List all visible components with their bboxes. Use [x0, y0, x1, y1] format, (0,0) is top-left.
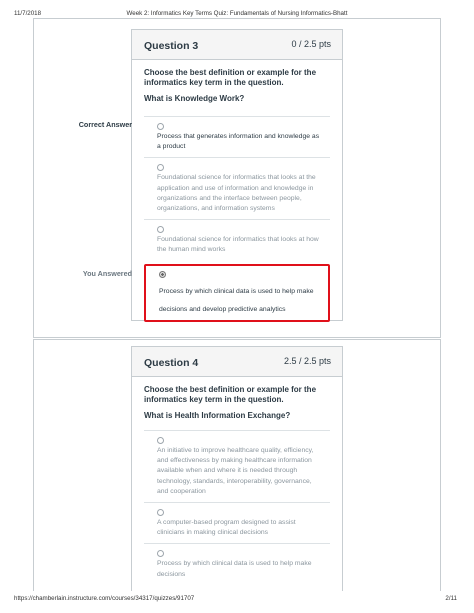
print-url: https://chamberlain.instructure.com/courses/34317/quizzes/91707 — [14, 595, 195, 602]
print-page-number: 2/11 — [445, 595, 457, 602]
answer-list — [144, 116, 330, 322]
radio-selected-icon[interactable] — [159, 271, 166, 278]
print-footer — [0, 595, 474, 605]
answer-text: Process by which clinical data is used to help make decisions and develop predictive analytics — [159, 287, 314, 313]
question-title: Question 3 — [144, 40, 199, 52]
question-prompt: Choose the best definition or example for the informatics key term in the question. — [144, 68, 317, 87]
answer-option-correct[interactable] — [144, 116, 330, 157]
answer-text: An initiative to improve healthcare quality, efficiency, and effectiveness by making healthcare information available when and where it is needed through technology, standards, interoperability, governance, and cooperation — [157, 447, 314, 495]
radio-icon[interactable] — [157, 164, 164, 171]
question-points: 0 / 2.5 pts — [291, 39, 331, 49]
radio-icon[interactable] — [157, 437, 164, 444]
answer-text: A computer-based program designed to assist clinicians in making clinical decisions — [157, 519, 296, 537]
answer-text: Process by which clinical data is used to help make decisions — [157, 560, 312, 578]
correct-answer-label: Correct Answer — [78, 120, 132, 129]
question-title: Question 4 — [144, 357, 199, 369]
question-term: What is Knowledge Work? — [144, 94, 245, 103]
answer-list — [144, 430, 330, 585]
print-title: Week 2: Informatics Key Terms Quiz: Fundamentals of Nursing Informatics-Bhatt — [126, 10, 348, 17]
print-date: 11/7/2018 — [14, 10, 42, 17]
answer-option[interactable] — [144, 219, 330, 260]
radio-icon[interactable] — [157, 226, 164, 233]
question-card — [131, 29, 343, 321]
radio-icon[interactable] — [157, 550, 164, 557]
answer-option[interactable] — [144, 543, 330, 584]
question-header — [132, 30, 342, 60]
answer-text: Foundational science for informatics that looks at how the human mind works — [157, 236, 319, 254]
answer-text: Process that generates information and knowledge as a product — [157, 133, 320, 151]
question-points: 2.5 / 2.5 pts — [283, 356, 331, 366]
radio-icon[interactable] — [157, 509, 164, 516]
question-header — [132, 347, 342, 377]
answer-option[interactable] — [144, 502, 330, 543]
answer-option-selected[interactable] — [144, 264, 330, 322]
question-term: What is Health Information Exchange? — [144, 411, 291, 420]
question-card — [131, 346, 343, 591]
answer-option[interactable] — [144, 157, 330, 219]
radio-icon[interactable] — [157, 123, 164, 130]
question-prompt: Choose the best definition or example for the informatics key term in the question. — [144, 385, 317, 404]
answer-option[interactable] — [144, 430, 330, 502]
you-answered-label: You Answered — [82, 269, 132, 278]
answer-text: Foundational science for informatics that looks at the application and use of information and knowledge in organizations and the interface between people, organizations, and information systems — [157, 174, 316, 213]
